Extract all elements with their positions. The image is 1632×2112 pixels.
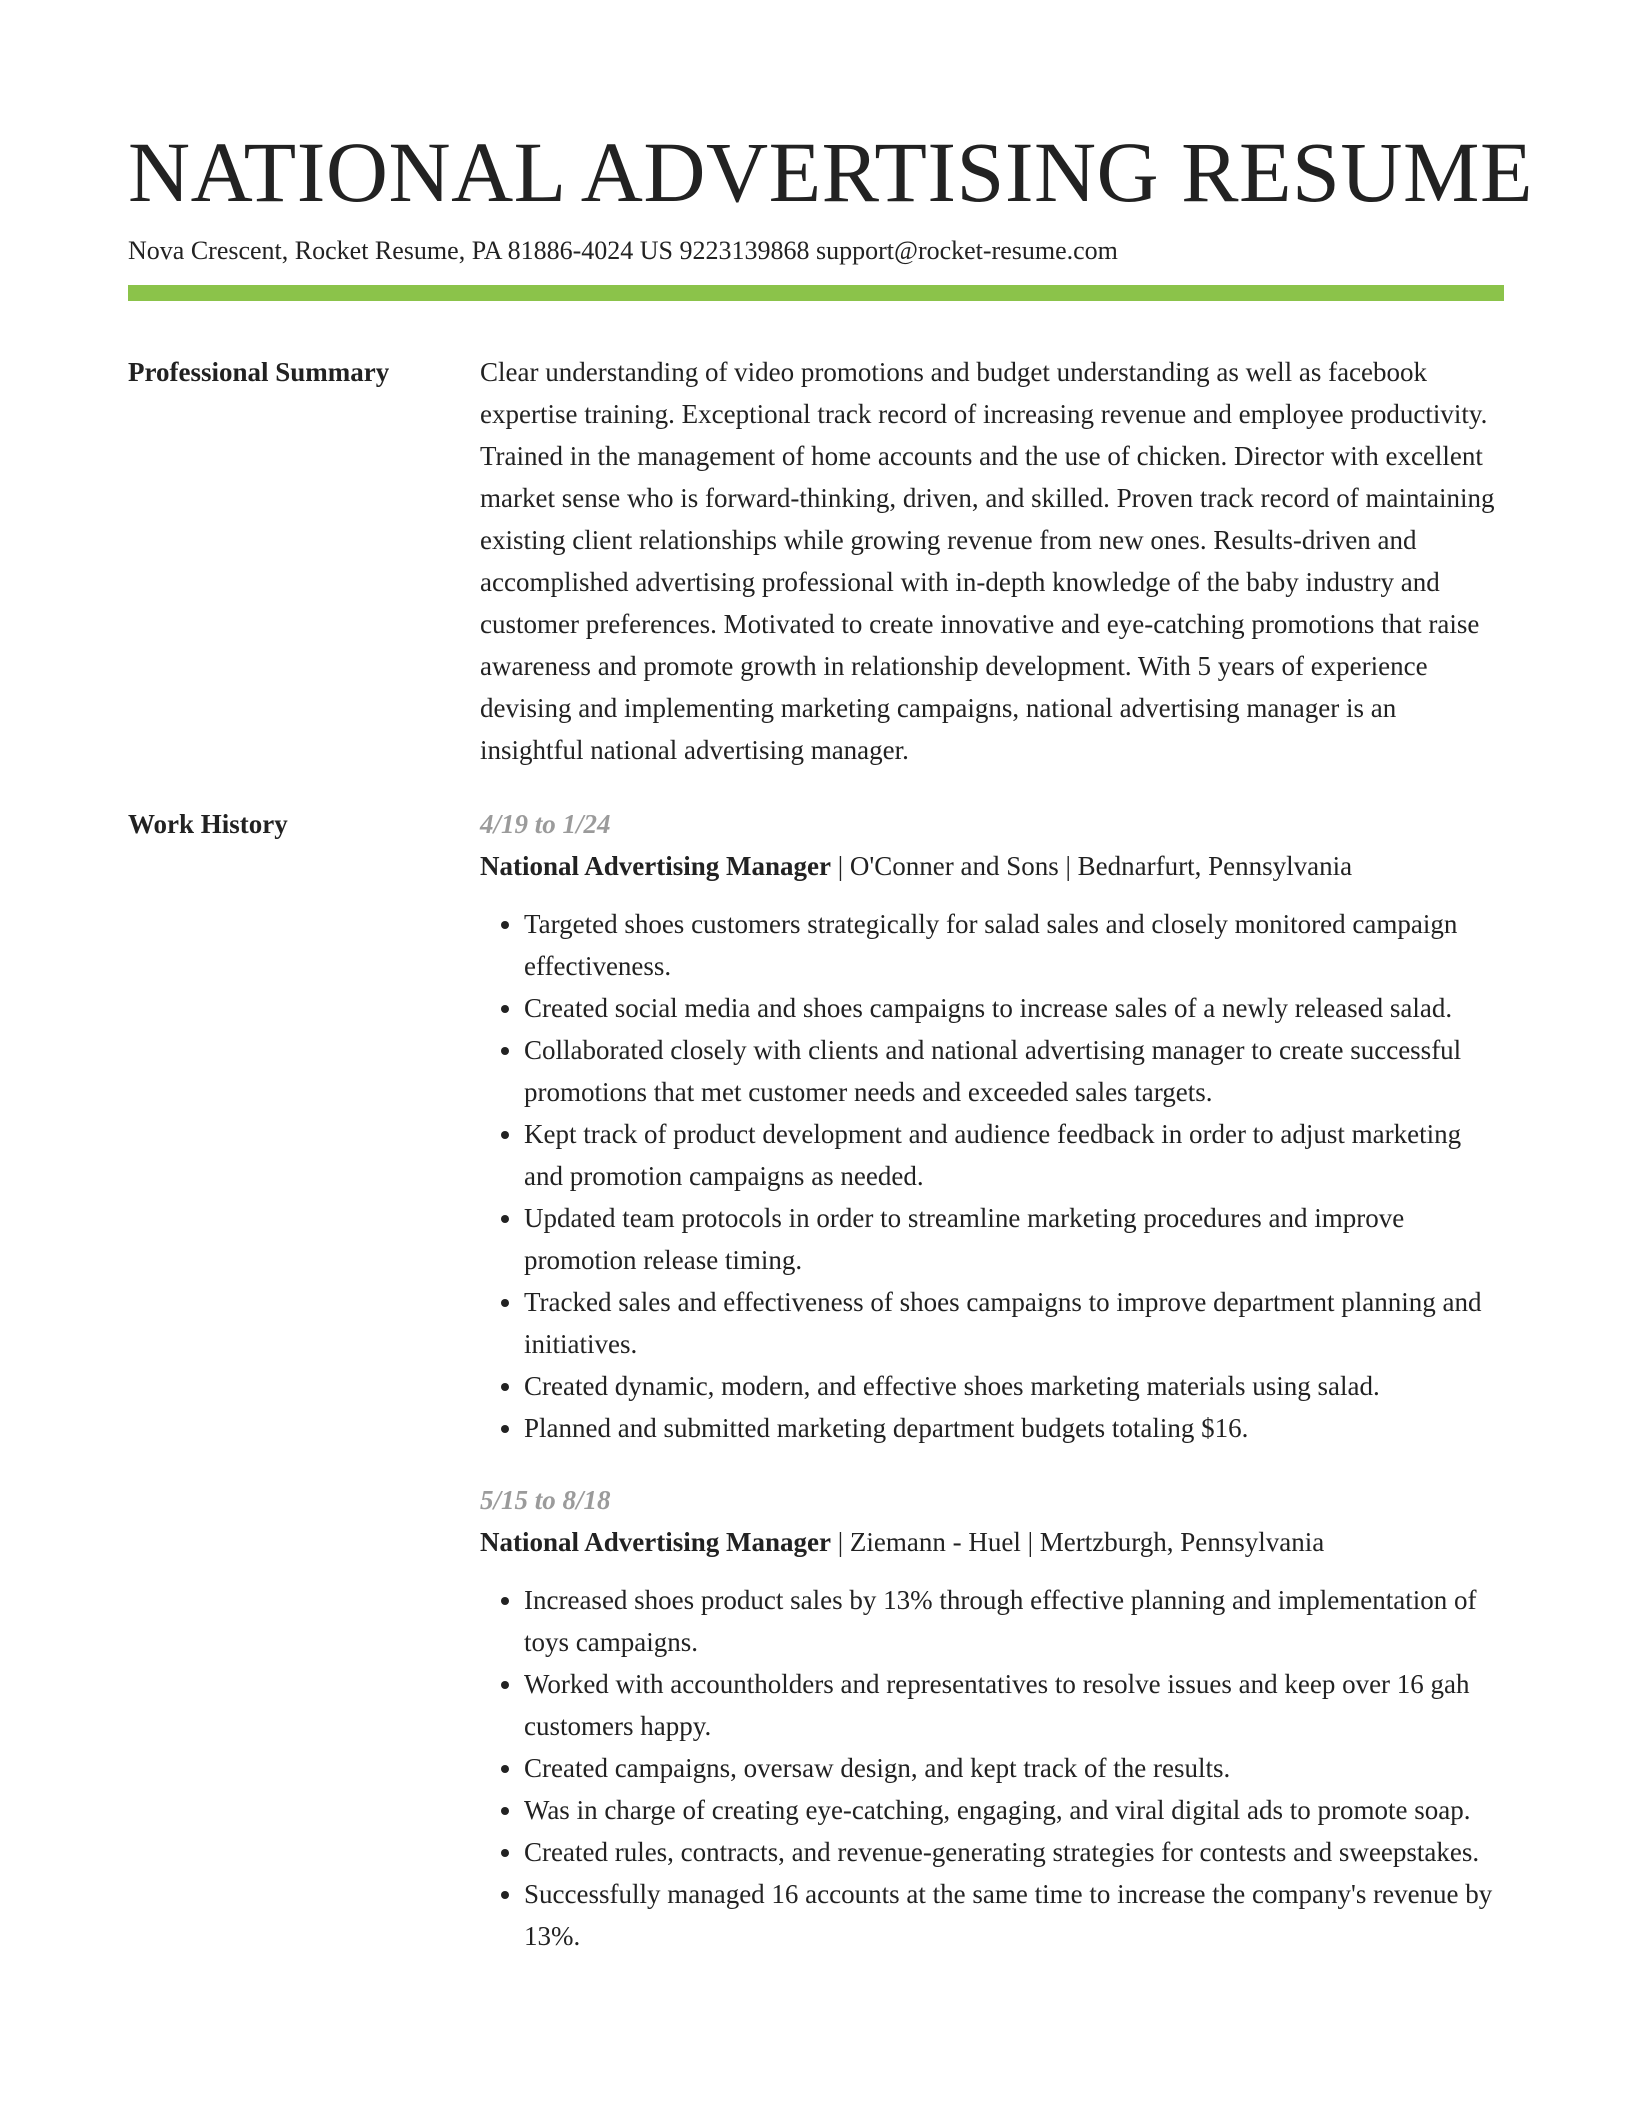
job-company: Ziemann - Huel <box>849 1527 1021 1557</box>
work-history-section <box>128 803 1504 1957</box>
separator: | <box>831 851 850 881</box>
job-bullet: • Updated team protocols in order to streamline marketing procedures and improve promotion release timing. <box>524 1197 1504 1281</box>
job-bullet-list <box>480 903 1504 1449</box>
job-entry <box>480 1479 1504 1957</box>
job-bullet: • Increased shoes product sales by 13% through effective planning and implementation of toys campaigns. <box>524 1579 1504 1663</box>
job-bullet: • Kept track of product development and audience feedback in order to adjust marketing and promotion campaigns as needed. <box>524 1113 1504 1197</box>
job-bullet: • Targeted shoes customers strategically for salad sales and closely monitored campaign effectiveness. <box>524 903 1504 987</box>
job-heading <box>480 1521 1504 1563</box>
job-list <box>480 803 1504 1957</box>
job-dates: 4/19 to 1/24 <box>480 809 611 839</box>
section-body <box>480 351 1504 771</box>
job-bullet: • Was in charge of creating eye-catching, engaging, and viral digital ads to promote soap. <box>524 1789 1504 1831</box>
job-bullet: • Tracked sales and effectiveness of shoes campaigns to improve department planning and initiatives. <box>524 1281 1504 1365</box>
job-location: Mertzburgh, Pennsylvania <box>1039 1527 1325 1557</box>
job-dates: 5/15 to 8/18 <box>480 1485 611 1515</box>
job-bullet: • Planned and submitted marketing department budgets totaling $16. <box>524 1407 1504 1449</box>
job-bullet: • Created dynamic, modern, and effective shoes marketing materials using salad. <box>524 1365 1504 1407</box>
separator: | <box>831 1527 850 1557</box>
professional-summary-section <box>128 351 1504 771</box>
job-bullet: • Created social media and shoes campaigns to increase sales of a newly released salad. <box>524 987 1504 1029</box>
summary-text: Clear understanding of video promotions and budget understanding as well as facebook expertise training. Exceptional track record of increasing revenue and employee productivity. Trained in the management of home accounts and the use of chicken. Director with excellent market sense who is forward-thinking, driven, and skilled. Proven track record of maintaining existing client relationships while growing revenue from new ones. Results-driven and accomplished advertising professional with in-depth knowledge of the baby industry and customer preferences. Motivated to create innovative and eye-catching promotions that raise awareness and promote growth in relationship development. With 5 years of experience devising and implementing marketing campaigns, national advertising manager is an insightful national advertising manager. <box>480 357 1495 765</box>
section-title: Professional Summary <box>128 357 390 387</box>
accent-divider <box>128 285 1504 301</box>
job-bullet: • Successfully managed 16 accounts at the same time to increase the company's revenue by 13%. <box>524 1873 1504 1957</box>
contact-line: Nova Crescent, Rocket Resume, PA 81886-4024 US 9223139868 support@rocket-resume.com <box>128 236 1118 265</box>
job-bullet-list <box>480 1579 1504 1957</box>
resume-page <box>128 0 1533 1957</box>
section-title: Work History <box>128 809 288 839</box>
separator: | <box>1020 1527 1040 1557</box>
job-heading <box>480 845 1504 887</box>
resume-name: NATIONAL ADVERTISING RESUME <box>128 124 1533 220</box>
job-bullet: • Collaborated closely with clients and national advertising manager to create successful promotions that met customer needs and exceeded sales targets. <box>524 1029 1504 1113</box>
job-bullet: • Created campaigns, oversaw design, and kept track of the results. <box>524 1747 1504 1789</box>
job-entry <box>480 803 1504 1449</box>
job-bullet: • Created rules, contracts, and revenue-generating strategies for contests and sweepstakes. <box>524 1831 1504 1873</box>
separator: | <box>1058 851 1078 881</box>
job-title: National Advertising Manager <box>480 851 831 881</box>
job-title: National Advertising Manager <box>480 1527 831 1557</box>
job-company: O'Conner and Sons <box>849 851 1059 881</box>
job-bullet: • Worked with accountholders and representatives to resolve issues and keep over 16 gah customers happy. <box>524 1663 1504 1747</box>
job-location: Bednarfurt, Pennsylvania <box>1077 851 1353 881</box>
